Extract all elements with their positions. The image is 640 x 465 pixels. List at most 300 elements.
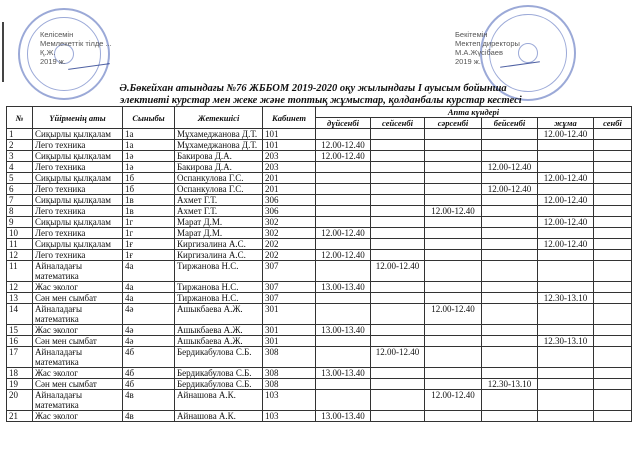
cell-class: 1а: [123, 140, 175, 151]
cell-time: [594, 151, 632, 162]
document-subtitle: элективті курстар мен жеке және топтық жұмыстар, қолданбалы курстар кестесі: [120, 95, 522, 106]
cell-leader: Тиржанова Н.С.: [175, 261, 263, 282]
cell-time: 12.00-12.40: [482, 162, 538, 173]
cell-time: [425, 129, 482, 140]
table-row: [7, 239, 632, 250]
cell-time: [371, 379, 425, 390]
approval-block-right: [455, 30, 575, 66]
cell-room: 103: [263, 411, 316, 422]
cell-group: Сиқырлы қылқалам: [33, 151, 123, 162]
cell-num: 21: [7, 411, 33, 422]
cell-class: 4ә: [123, 304, 175, 325]
cell-time: [316, 239, 371, 250]
cell-time: [371, 151, 425, 162]
cell-time: [594, 282, 632, 293]
cell-time: [538, 390, 594, 411]
cell-time: [538, 368, 594, 379]
cell-time: [425, 162, 482, 173]
cell-leader: Ашыкбаева А.Ж.: [175, 304, 263, 325]
cell-group: Сиқырлы қылқалам: [33, 217, 123, 228]
cell-num: 4: [7, 162, 33, 173]
cell-class: 1ә: [123, 162, 175, 173]
cell-leader: Мұхамеджанова Д.Т.: [175, 129, 263, 140]
cell-num: 6: [7, 184, 33, 195]
cell-class: 1б: [123, 173, 175, 184]
cell-time: [425, 173, 482, 184]
cell-class: 1г: [123, 228, 175, 239]
table-row: [7, 184, 632, 195]
approval-line: Келісемін: [40, 30, 74, 39]
cell-room: 308: [263, 379, 316, 390]
cell-time: 13.00-13.40: [316, 325, 371, 336]
cell-time: [538, 140, 594, 151]
cell-time: [482, 261, 538, 282]
cell-room: 306: [263, 206, 316, 217]
cell-time: [425, 261, 482, 282]
cell-group: Сән мен сымбат: [33, 293, 123, 304]
cell-time: [538, 325, 594, 336]
table-row: [7, 206, 632, 217]
cell-group: Айналадағы математика: [33, 390, 123, 411]
cell-time: [594, 379, 632, 390]
cell-num: 15: [7, 325, 33, 336]
cell-time: [538, 151, 594, 162]
table-row: [7, 261, 632, 282]
cell-time: [594, 368, 632, 379]
cell-class: 4а: [123, 282, 175, 293]
cell-leader: Киргизалина А.С.: [175, 250, 263, 261]
cell-group: Сиқырлы қылқалам: [33, 129, 123, 140]
cell-room: 301: [263, 325, 316, 336]
cell-time: [371, 217, 425, 228]
cell-class: 1ғ: [123, 250, 175, 261]
cell-time: [425, 293, 482, 304]
header-num: №: [7, 107, 33, 129]
schedule-body: [7, 129, 632, 422]
cell-time: [482, 347, 538, 368]
cell-time: [482, 250, 538, 261]
cell-time: [425, 368, 482, 379]
cell-time: [316, 217, 371, 228]
cell-time: [316, 336, 371, 347]
header-room: Кабинет: [263, 107, 316, 129]
cell-time: [482, 129, 538, 140]
cell-time: [594, 250, 632, 261]
cell-leader: Мұхамеджанова Д.Т.: [175, 140, 263, 151]
cell-room: 308: [263, 368, 316, 379]
cell-leader: Марат Д.М.: [175, 217, 263, 228]
cell-num: 3: [7, 151, 33, 162]
cell-time: 12.00-12.40: [371, 261, 425, 282]
cell-group: Жас эколог: [33, 325, 123, 336]
cell-num: 13: [7, 293, 33, 304]
cell-time: [425, 195, 482, 206]
header-day: сәрсенбі: [425, 118, 482, 129]
cell-room: 101: [263, 129, 316, 140]
cell-time: [371, 390, 425, 411]
table-row: [7, 347, 632, 368]
table-row: [7, 250, 632, 261]
cell-time: [594, 162, 632, 173]
cell-time: [594, 239, 632, 250]
cell-group: Жас эколог: [33, 368, 123, 379]
cell-time: [594, 304, 632, 325]
cell-num: 17: [7, 347, 33, 368]
table-row: [7, 304, 632, 325]
cell-time: [371, 129, 425, 140]
cell-room: 301: [263, 336, 316, 347]
cell-group: Лего техника: [33, 250, 123, 261]
cell-time: [371, 250, 425, 261]
cell-leader: Оспанкулова Г.С.: [175, 184, 263, 195]
cell-room: 203: [263, 151, 316, 162]
cell-room: 203: [263, 162, 316, 173]
cell-time: [482, 228, 538, 239]
cell-time: [371, 140, 425, 151]
approval-line: 2019 ж.: [455, 57, 481, 66]
cell-group: Жас эколог: [33, 282, 123, 293]
cell-room: 202: [263, 250, 316, 261]
cell-leader: Марат Д.М.: [175, 228, 263, 239]
cell-leader: Тиржанова Н.С.: [175, 282, 263, 293]
header-group: Үйірменің аты: [33, 107, 123, 129]
cell-num: 12: [7, 250, 33, 261]
cell-room: 302: [263, 217, 316, 228]
cell-time: [371, 368, 425, 379]
cell-class: 4в: [123, 390, 175, 411]
table-row: [7, 336, 632, 347]
cell-num: 1: [7, 129, 33, 140]
cell-time: [371, 411, 425, 422]
cell-time: [425, 228, 482, 239]
cell-time: [538, 206, 594, 217]
cell-room: 202: [263, 239, 316, 250]
cell-time: [371, 162, 425, 173]
cell-time: 12.00-12.40: [316, 140, 371, 151]
cell-time: [482, 140, 538, 151]
cell-time: 12.00-12.40: [538, 173, 594, 184]
cell-leader: Ахмет Г.Т.: [175, 195, 263, 206]
cell-time: [482, 195, 538, 206]
cell-time: [538, 282, 594, 293]
cell-leader: Бердикабулова С.Б.: [175, 379, 263, 390]
table-row: [7, 195, 632, 206]
cell-time: [538, 304, 594, 325]
cell-time: [371, 282, 425, 293]
cell-time: 12.00-12.40: [538, 217, 594, 228]
cell-group: Сән мен сымбат: [33, 336, 123, 347]
cell-room: 306: [263, 195, 316, 206]
cell-time: [316, 129, 371, 140]
cell-group: Сиқырлы қылқалам: [33, 195, 123, 206]
cell-time: [538, 228, 594, 239]
cell-time: [371, 195, 425, 206]
cell-time: [316, 162, 371, 173]
cell-class: 4б: [123, 379, 175, 390]
binding-mark: [2, 22, 4, 82]
approval-line: М.А.Жүсібаев: [455, 48, 503, 57]
header-day: бейсенбі: [482, 118, 538, 129]
cell-time: [425, 282, 482, 293]
cell-time: [482, 173, 538, 184]
cell-class: 4б: [123, 347, 175, 368]
cell-group: Сән мен сымбат: [33, 379, 123, 390]
cell-time: [425, 151, 482, 162]
cell-time: [538, 162, 594, 173]
cell-time: [594, 184, 632, 195]
cell-time: [594, 325, 632, 336]
cell-num: 10: [7, 228, 33, 239]
cell-leader: Ашыкбаева А.Ж.: [175, 336, 263, 347]
cell-time: [316, 304, 371, 325]
approval-block-left: [40, 30, 160, 66]
approval-line: 2019 ж.: [40, 57, 66, 66]
cell-room: 307: [263, 261, 316, 282]
cell-group: Лего техника: [33, 228, 123, 239]
cell-leader: Ашыкбаева А.Ж.: [175, 325, 263, 336]
cell-leader: Бердикабулова С.Б.: [175, 347, 263, 368]
table-row: [7, 140, 632, 151]
cell-time: [425, 140, 482, 151]
cell-leader: Бердикабулова С.Б.: [175, 368, 263, 379]
table-row: [7, 293, 632, 304]
cell-time: 12.00-12.40: [371, 347, 425, 368]
cell-time: 12.00-12.40: [425, 304, 482, 325]
cell-group: Айналадағы математика: [33, 261, 123, 282]
cell-time: 12.00-12.40: [316, 151, 371, 162]
approval-line: Мектеп директоры: [455, 39, 520, 48]
cell-time: [316, 347, 371, 368]
cell-time: [482, 151, 538, 162]
cell-time: [482, 390, 538, 411]
table-row: [7, 368, 632, 379]
cell-leader: Оспанкулова Г.С.: [175, 173, 263, 184]
cell-class: 1в: [123, 195, 175, 206]
cell-time: [316, 379, 371, 390]
cell-time: [594, 140, 632, 151]
cell-num: 8: [7, 206, 33, 217]
cell-leader: Бакирова Д.А.: [175, 162, 263, 173]
cell-time: 12.00-12.40: [425, 206, 482, 217]
cell-time: [425, 184, 482, 195]
cell-time: 12.00-12.40: [425, 390, 482, 411]
cell-time: [425, 239, 482, 250]
cell-time: [425, 411, 482, 422]
table-row: [7, 379, 632, 390]
cell-time: 12.30-13.10: [482, 379, 538, 390]
cell-time: [425, 347, 482, 368]
cell-room: 101: [263, 140, 316, 151]
cell-time: 12.00-12.40: [538, 129, 594, 140]
cell-leader: Киргизалина А.С.: [175, 239, 263, 250]
cell-time: [594, 173, 632, 184]
table-row: [7, 325, 632, 336]
cell-group: Лего техника: [33, 140, 123, 151]
cell-class: 4б: [123, 368, 175, 379]
cell-time: [425, 336, 482, 347]
cell-time: [594, 228, 632, 239]
schedule-table: [6, 106, 632, 422]
cell-time: [482, 206, 538, 217]
document-title: Ә.Бөкейхан атындағы №76 ЖББОМ 2019-2020 оқу жылындағы I ауысым бойынша: [119, 83, 507, 94]
cell-time: 12.30-13.10: [538, 336, 594, 347]
cell-time: [371, 206, 425, 217]
cell-time: [538, 261, 594, 282]
cell-class: 1а: [123, 129, 175, 140]
cell-leader: Айнашова А.К.: [175, 411, 263, 422]
table-row: [7, 173, 632, 184]
header-day: сенбі: [594, 118, 632, 129]
table-row: [7, 282, 632, 293]
approval-line: Мемлекеттік тілде ...: [40, 39, 112, 48]
table-row: [7, 129, 632, 140]
cell-time: 13.00-13.40: [316, 368, 371, 379]
cell-time: [371, 228, 425, 239]
cell-num: 9: [7, 217, 33, 228]
cell-time: [594, 293, 632, 304]
cell-time: [371, 239, 425, 250]
cell-num: 5: [7, 173, 33, 184]
cell-time: [538, 250, 594, 261]
table-row: [7, 411, 632, 422]
cell-time: [371, 336, 425, 347]
cell-group: Айналадағы математика: [33, 304, 123, 325]
cell-time: [316, 261, 371, 282]
cell-num: 14: [7, 304, 33, 325]
cell-time: [371, 325, 425, 336]
cell-time: [482, 282, 538, 293]
cell-class: 1б: [123, 184, 175, 195]
cell-time: [482, 293, 538, 304]
cell-room: 307: [263, 282, 316, 293]
cell-num: 18: [7, 368, 33, 379]
cell-num: 11: [7, 261, 33, 282]
table-row: [7, 228, 632, 239]
header-leader: Жетекшісі: [175, 107, 263, 129]
cell-class: 1ғ: [123, 239, 175, 250]
cell-class: 1г: [123, 217, 175, 228]
cell-group: Сиқырлы қылқалам: [33, 239, 123, 250]
header-day: дүйсенбі: [316, 118, 371, 129]
cell-class: 4ә: [123, 336, 175, 347]
cell-num: 7: [7, 195, 33, 206]
cell-time: 12.00-12.40: [538, 195, 594, 206]
cell-leader: Бакирова Д.А.: [175, 151, 263, 162]
header-week: Апта күндері: [316, 107, 632, 118]
cell-class: 1ә: [123, 151, 175, 162]
cell-time: 12.00-12.40: [538, 239, 594, 250]
cell-room: 103: [263, 390, 316, 411]
cell-group: Лего техника: [33, 162, 123, 173]
cell-time: [594, 261, 632, 282]
cell-time: [316, 184, 371, 195]
cell-num: 20: [7, 390, 33, 411]
cell-time: [594, 347, 632, 368]
cell-room: 301: [263, 304, 316, 325]
cell-time: 12.30-13.10: [538, 293, 594, 304]
cell-time: [425, 250, 482, 261]
cell-num: 16: [7, 336, 33, 347]
cell-class: 4а: [123, 293, 175, 304]
cell-time: [538, 411, 594, 422]
cell-num: 19: [7, 379, 33, 390]
cell-time: [425, 217, 482, 228]
cell-time: 13.00-13.40: [316, 282, 371, 293]
cell-time: [371, 293, 425, 304]
cell-class: 4в: [123, 411, 175, 422]
cell-num: 11: [7, 239, 33, 250]
cell-class: 1в: [123, 206, 175, 217]
cell-time: [425, 325, 482, 336]
cell-time: [425, 379, 482, 390]
cell-time: [594, 206, 632, 217]
cell-leader: Ахмет Г.Т.: [175, 206, 263, 217]
cell-group: Айналадағы математика: [33, 347, 123, 368]
cell-time: [594, 217, 632, 228]
cell-leader: Айнашова А.К.: [175, 390, 263, 411]
cell-group: Жас эколог: [33, 411, 123, 422]
header-day: жұма: [538, 118, 594, 129]
cell-time: 12.00-12.40: [482, 184, 538, 195]
cell-time: 12.00-12.40: [316, 250, 371, 261]
cell-num: 2: [7, 140, 33, 151]
cell-time: [482, 411, 538, 422]
cell-time: [594, 129, 632, 140]
table-row: [7, 217, 632, 228]
table-row: [7, 151, 632, 162]
cell-time: [316, 206, 371, 217]
cell-leader: Тиржанова Н.С.: [175, 293, 263, 304]
cell-time: [538, 347, 594, 368]
cell-time: [316, 173, 371, 184]
cell-time: [482, 304, 538, 325]
cell-time: [594, 390, 632, 411]
header-class: Сыныбы: [123, 107, 175, 129]
cell-time: 13.00-13.40: [316, 411, 371, 422]
cell-time: [594, 195, 632, 206]
cell-time: [482, 325, 538, 336]
cell-time: [538, 184, 594, 195]
table-row: [7, 162, 632, 173]
header-day: сейсенбі: [371, 118, 425, 129]
cell-time: [316, 195, 371, 206]
cell-time: 12.00-12.40: [316, 228, 371, 239]
approval-line: Қ.Ж.: [40, 48, 56, 57]
cell-time: [482, 217, 538, 228]
cell-room: 307: [263, 293, 316, 304]
cell-group: Лего техника: [33, 206, 123, 217]
cell-group: Сиқырлы қылқалам: [33, 173, 123, 184]
cell-class: 4а: [123, 261, 175, 282]
cell-room: 308: [263, 347, 316, 368]
cell-time: [482, 336, 538, 347]
cell-num: 12: [7, 282, 33, 293]
table-row: [7, 390, 632, 411]
cell-room: 302: [263, 228, 316, 239]
cell-time: [538, 379, 594, 390]
cell-time: [371, 184, 425, 195]
cell-time: [482, 368, 538, 379]
cell-time: [482, 239, 538, 250]
cell-time: [316, 293, 371, 304]
cell-time: [594, 411, 632, 422]
approval-line: Бекітемін: [455, 30, 488, 39]
cell-time: [371, 304, 425, 325]
cell-time: [316, 390, 371, 411]
cell-time: [371, 173, 425, 184]
cell-time: [594, 336, 632, 347]
cell-room: 201: [263, 184, 316, 195]
